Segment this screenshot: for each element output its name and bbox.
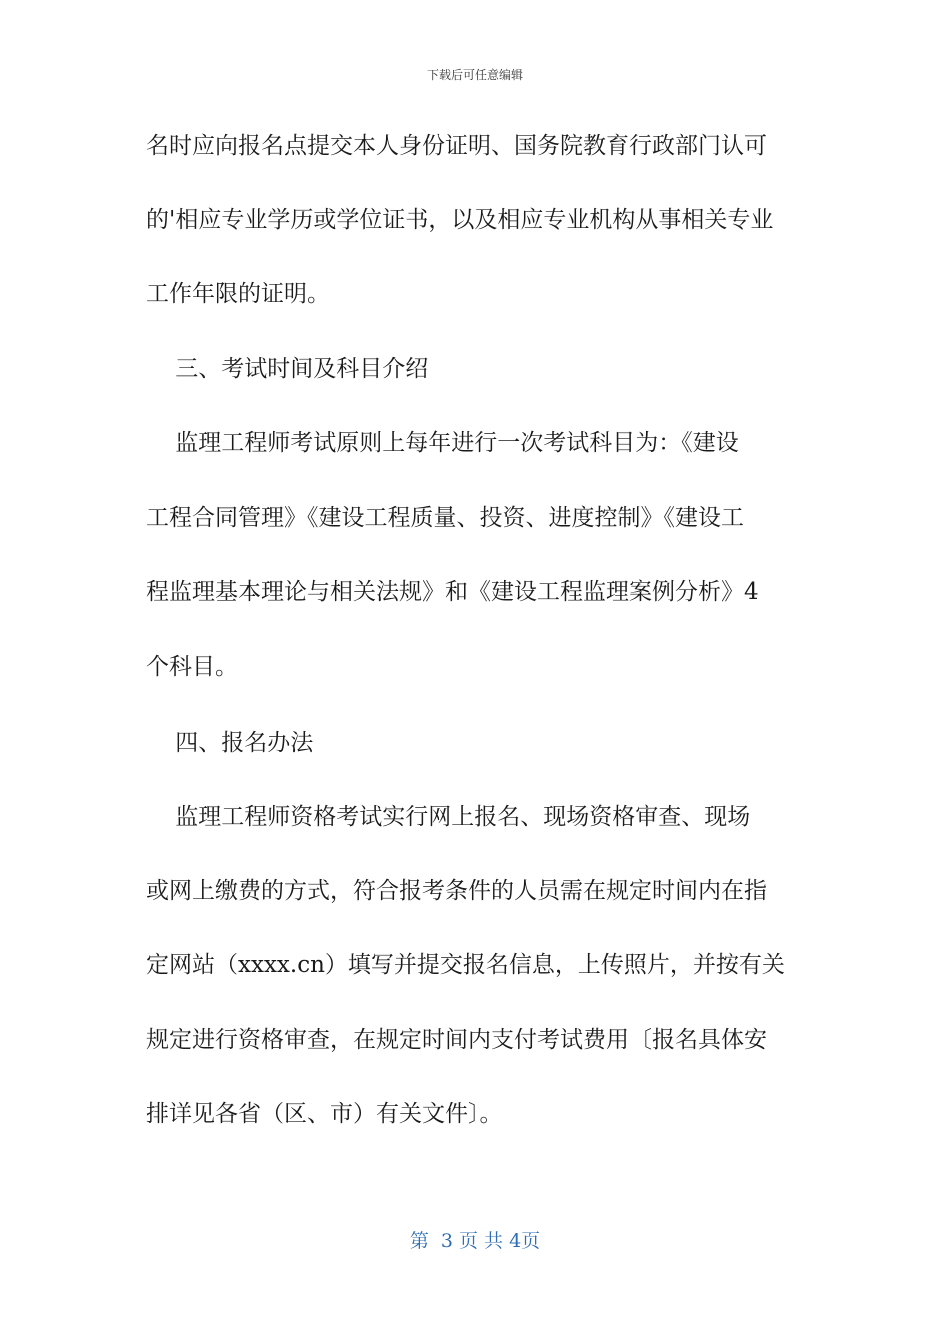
- text-line: 程监理基本理论与相关法规》和《建设工程监理案例分析》4: [146, 579, 759, 605]
- page-number-footer: 第 3 页 共 4页: [409, 1230, 541, 1252]
- text-line: 工程合同管理》《建设工程质量、投资、进度控制》《建设工: [146, 505, 744, 531]
- text-line: 规定进行资格审查，在规定时间内支付考试费用〔报名具体安: [146, 1027, 767, 1053]
- section-heading: 四、报名办法: [146, 730, 314, 756]
- text-line: 的'相应专业学历或学位证书，以及相应专业机构从事相关专业: [146, 207, 774, 233]
- section-heading: 三、考试时间及科目介绍: [146, 356, 429, 382]
- text-line: 名时应向报名点提交本人身份证明、国务院教育行政部门认可: [146, 133, 767, 159]
- text-line: 或网上缴费的方式，符合报考条件的人员需在规定时间内在指: [146, 878, 767, 904]
- text-line: 定网站（xxxx.cn）填写并提交报名信息，上传照片，并按有关: [146, 952, 785, 978]
- page-header: 下载后可任意编辑: [426, 68, 523, 82]
- text-line: 监理工程师资格考试实行网上报名、现场资格审查、现场: [146, 804, 751, 830]
- text-line: 工作年限的证明。: [146, 281, 330, 307]
- text-line: 个科目。: [146, 654, 238, 680]
- text-line: 排详见各省（区、市）有关文件〕。: [146, 1101, 503, 1127]
- text-line: 监理工程师考试原则上每年进行一次考试科目为：《建设: [146, 430, 739, 456]
